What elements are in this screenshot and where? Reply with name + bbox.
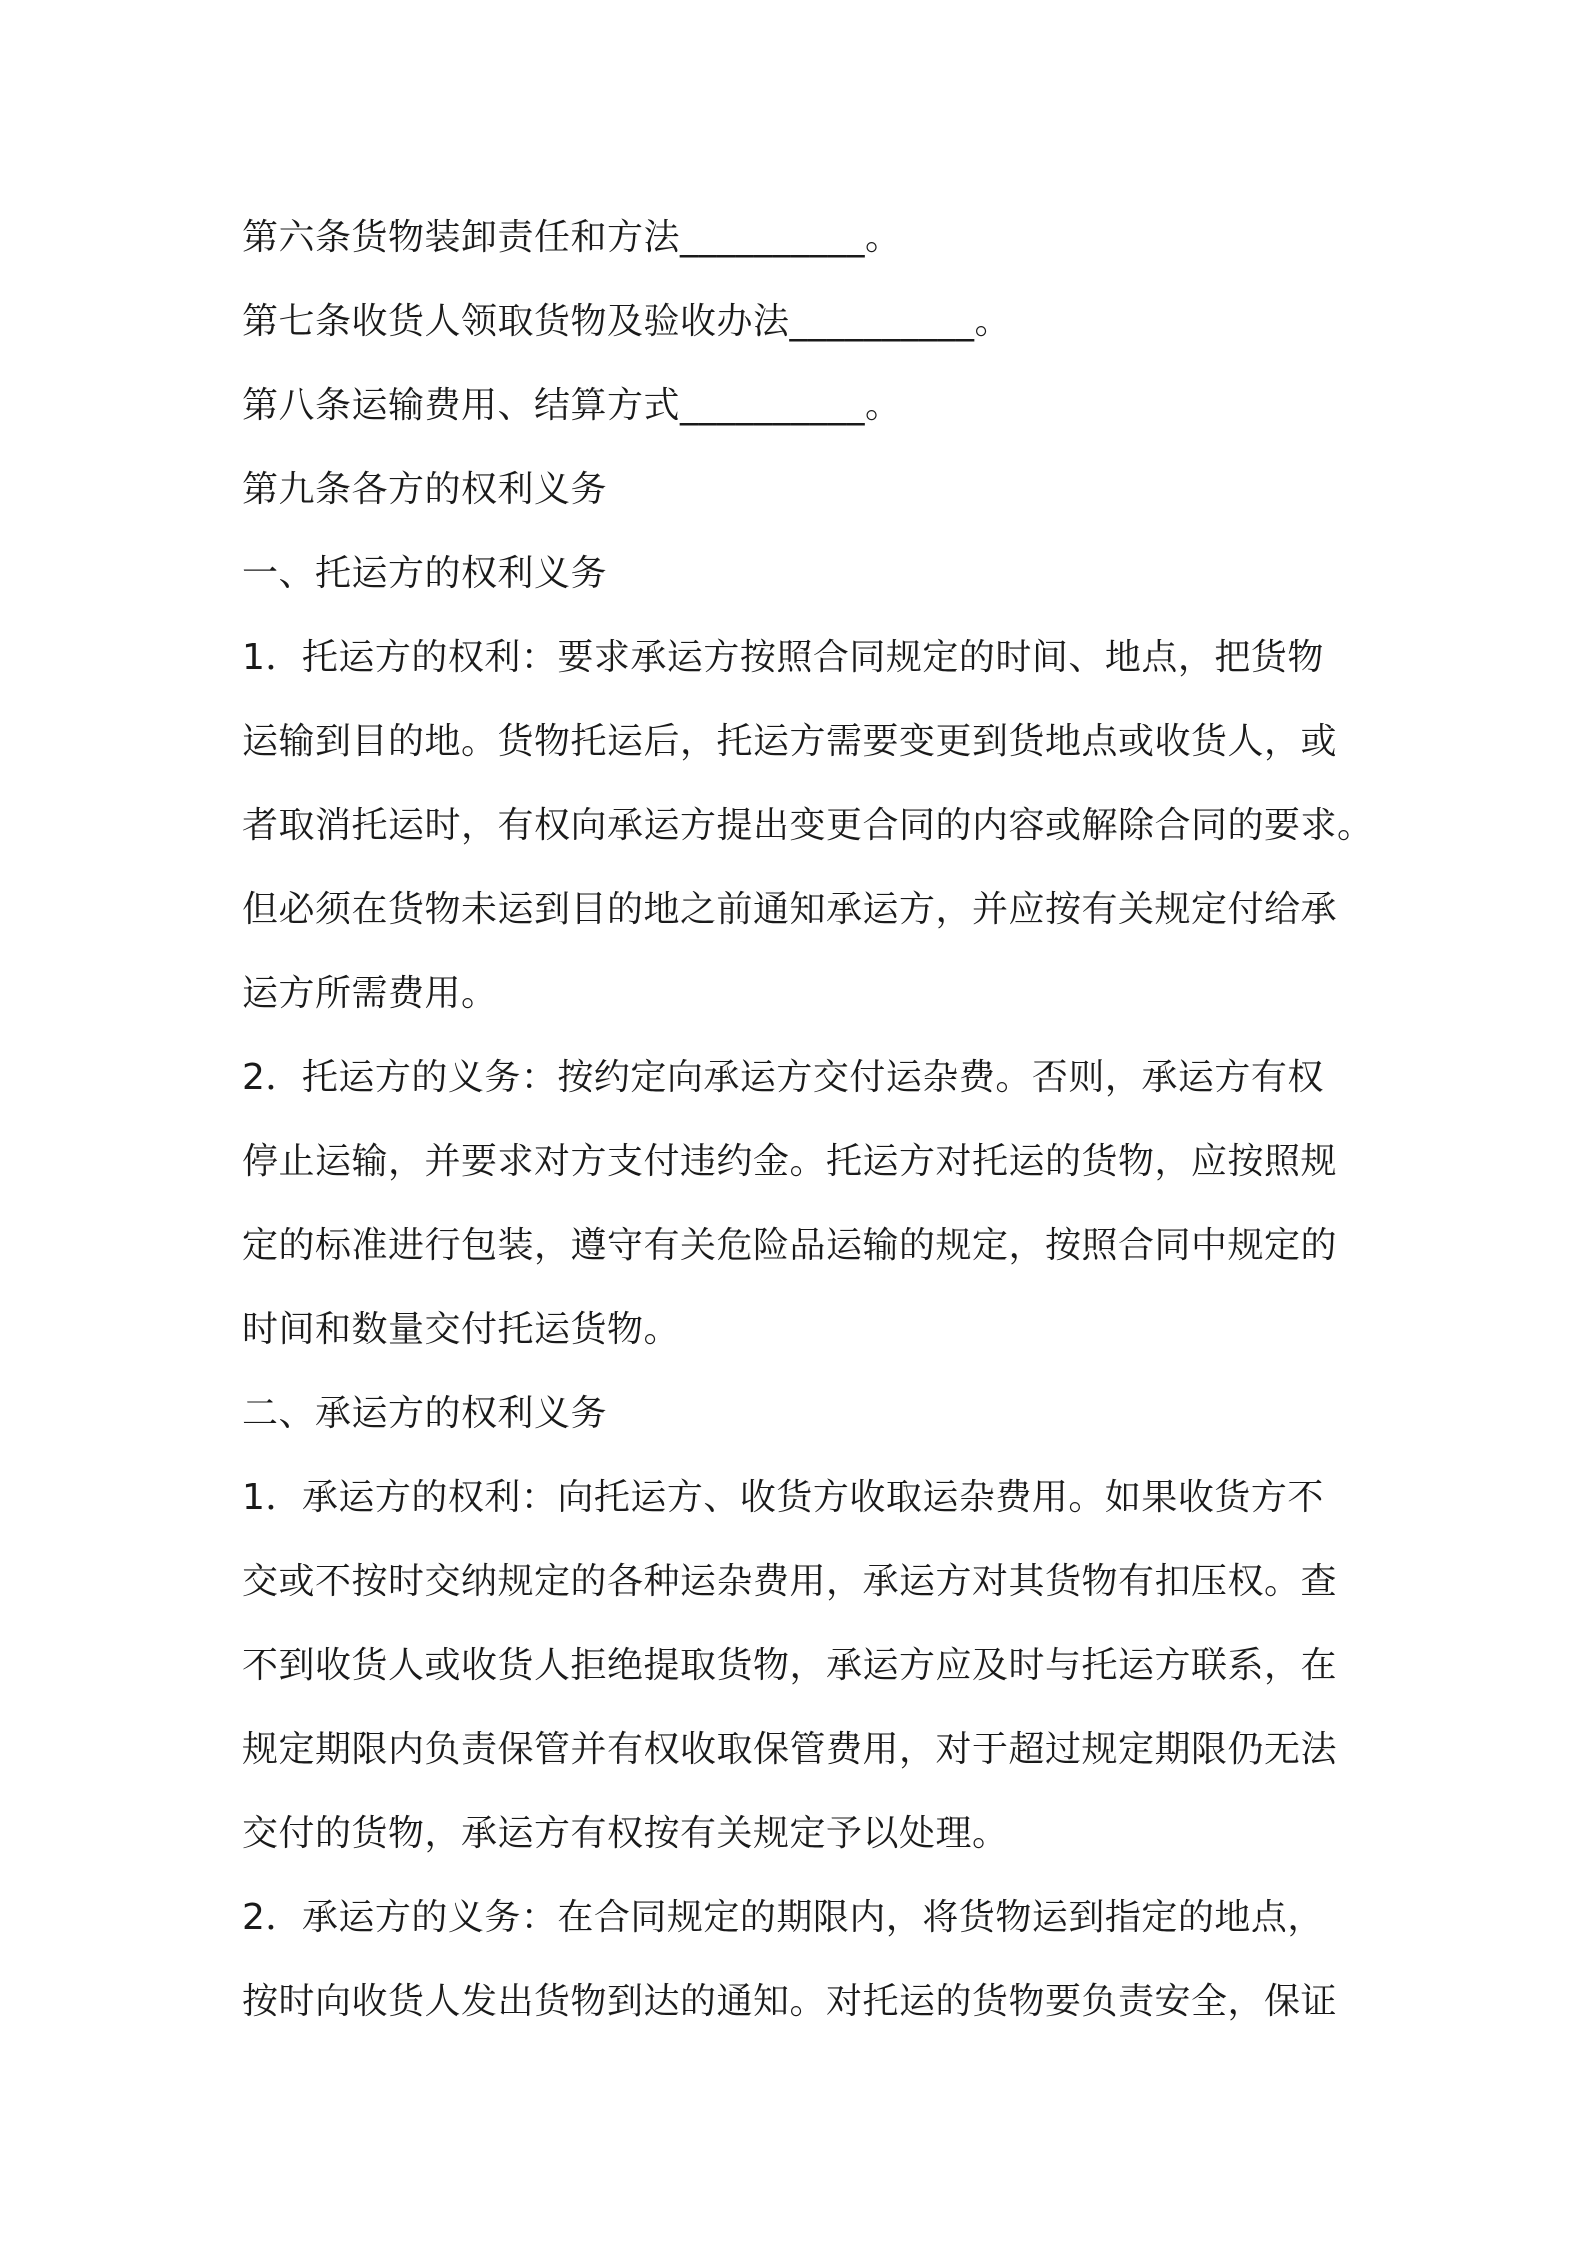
clause-7-line: 第七条收货人领取货物及验收办法__________。 [242,301,1012,342]
paragraph-line: 1．承运方的权利：向托运方、收货方收取运杂费用。如果收货方不 [242,1477,1324,1518]
paragraph-line: 运输到目的地。货物托运后，托运方需要变更到货地点或收货人，或 [242,721,1338,762]
clause-8-line: 第八条运输费用、结算方式__________。 [242,385,902,426]
paragraph-line: 1．托运方的权利：要求承运方按照合同规定的时间、地点，把货物 [242,637,1324,678]
paragraph-line: 2．托运方的义务：按约定向承运方交付运杂费。否则，承运方有权 [242,1057,1324,1098]
paragraph-line: 不到收货人或收货人拒绝提取货物，承运方应及时与托运方联系，在 [242,1645,1338,1686]
clause-6-line: 第六条货物装卸责任和方法__________。 [242,217,902,258]
paragraph-line: 但必须在货物未运到目的地之前通知承运方，并应按有关规定付给承 [242,889,1338,930]
section-carrier-heading: 二、承运方的权利义务 [242,1393,608,1434]
paragraph-line: 者取消托运时，有权向承运方提出变更合同的内容或解除合同的要求。 [242,805,1374,846]
section-shipper-heading: 一、托运方的权利义务 [242,553,608,594]
clause-9-heading: 第九条各方的权利义务 [242,469,608,510]
document-body [242,196,1374,2044]
paragraph-line: 交或不按时交纳规定的各种运杂费用，承运方对其货物有扣压权。查 [242,1561,1338,1602]
paragraph-line: 按时向收货人发出货物到达的通知。对托运的货物要负责安全，保证 [242,1981,1338,2022]
paragraph-line: 定的标准进行包装，遵守有关危险品运输的规定，按照合同中规定的 [242,1225,1338,1266]
paragraph-line: 运方所需费用。 [242,973,498,1014]
paragraph-line: 交付的货物，承运方有权按有关规定予以处理。 [242,1813,1009,1854]
paragraph-line: 停止运输，并要求对方支付违约金。托运方对托运的货物，应按照规 [242,1141,1338,1182]
paragraph-line: 2．承运方的义务：在合同规定的期限内，将货物运到指定的地点， [242,1897,1324,1938]
paragraph-line: 规定期限内负责保管并有权收取保管费用，对于超过规定期限仍无法 [242,1729,1338,1770]
paragraph-line: 时间和数量交付托运货物。 [242,1309,681,1350]
